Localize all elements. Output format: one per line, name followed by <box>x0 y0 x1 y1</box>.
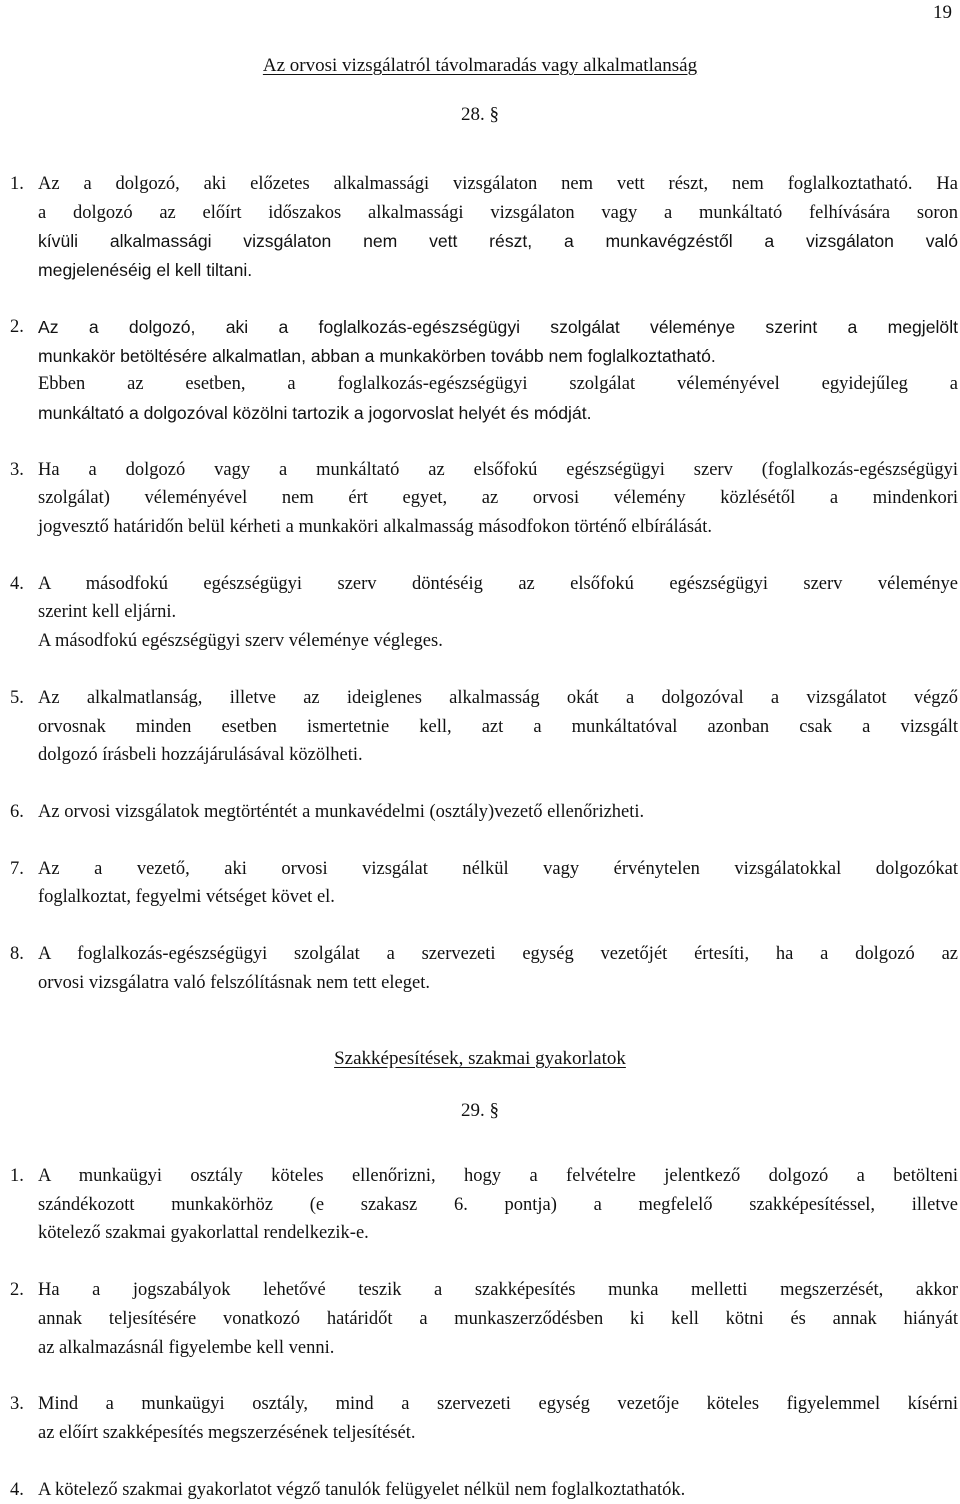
item-line: A másodfokú egészségügyi szerv döntéséig az elsőfokú egészségügyi szerv véleménye <box>38 573 958 594</box>
item-line: annak teljesítésére vonatkozó határidőt a munkaszerződésben ki kell kötni és annak hiányát <box>38 1308 958 1329</box>
item-line: Ha a jogszabályok lehetővé teszik a szakképesítés munka melletti megszerzését, akkor <box>38 1280 958 1301</box>
section-28-number: 28. § <box>461 104 499 125</box>
section28-item-2 <box>0 313 958 428</box>
item-line: A munkaügyi osztály köteles ellenőrizni, hogy a felvételre jelentkező dolgozó a betölteni <box>38 1166 958 1186</box>
section-29-items <box>0 1162 958 1504</box>
item-number: 5. <box>10 687 24 708</box>
section28-item-6 <box>0 798 958 827</box>
item-number: 6. <box>10 801 24 822</box>
section28-item-1 <box>0 170 958 285</box>
section-28-heading: Az orvosi vizsgálatról távolmaradás vagy alkalmatlanság <box>262 55 698 76</box>
item-number: 1. <box>10 1166 24 1186</box>
section-28 <box>0 55 960 126</box>
section-29 <box>0 1048 960 1122</box>
section29-item-1 <box>0 1162 958 1248</box>
section-29-heading: Szakképesítések, szakmai gyakorlatok <box>334 1048 626 1069</box>
item-line: megjelenéséig el kell tiltani. <box>38 260 253 281</box>
section29-item-4 <box>0 1476 958 1504</box>
section29-item-2 <box>0 1276 958 1362</box>
item-line: A kötelező szakmai gyakorlatot végző tanulók felügyelet nélkül nem foglalkoztathatók. <box>38 1479 686 1500</box>
section28-item-8 <box>0 940 958 997</box>
item-line: szolgálat) véleményével nem ért egyet, az orvosi vélemény közlésétől a mindenkori <box>38 488 958 509</box>
section28-item-5 <box>0 684 958 770</box>
item-line: Az a dolgozó, aki előzetes alkalmassági vizsgálaton nem vett részt, nem foglalkoztatható. Ha <box>38 174 958 194</box>
item-line: foglalkoztat, fegyelmi vétséget követ el. <box>38 887 335 908</box>
item-line: Az a dolgozó, aki a foglalkozás-egészségügyi szolgálat véleménye szerint a megjelölt <box>38 316 958 337</box>
section29-item-3 <box>0 1390 958 1447</box>
item-line: Az orvosi vizsgálatok megtörténtét a munkavédelmi (osztály)vezető ellenőrizheti. <box>38 801 645 822</box>
section28-item-3 <box>0 456 958 542</box>
item-line: A foglalkozás-egészségügyi szolgálat a szervezeti egység vezetőjét értesíti, ha a dolgozó az <box>38 944 958 965</box>
item-line: Ha a dolgozó vagy a munkáltató az elsőfokú egészségügyi szerv (foglalkozás-egészségügyi <box>38 459 958 480</box>
item-line: Az alkalmatlanság, illetve az ideiglenes alkalmasság okát a dolgozóval a vizsgálatot végző <box>38 687 958 708</box>
item-line: jogvesztő határidőn belül kérheti a munkaköri alkalmasság másodfokon történő elbírálását. <box>38 517 713 538</box>
page-number: 19 <box>933 2 952 23</box>
section28-item-7 <box>0 855 958 912</box>
item-number: 4. <box>10 1479 24 1500</box>
section28-item-4 <box>0 570 958 656</box>
item-number: 4. <box>10 573 24 594</box>
item-line: kívüli alkalmassági vizsgálaton nem vett részt, a munkavégzéstől a vizsgálaton való <box>38 231 958 252</box>
item-number: 2. <box>10 316 24 337</box>
item-line: munkakör betöltésére alkalmatlan, abban a munkakörben tovább nem foglalkoztatható. <box>38 345 716 366</box>
item-line: orvosi vizsgálatra való felszólításnak nem tett eleget. <box>38 972 430 993</box>
item-line: az alkalmazásnál figyelembe kell venni. <box>38 1337 335 1358</box>
item-number: 7. <box>10 858 24 879</box>
item-number: 1. <box>10 174 24 194</box>
item-line: Mind a munkaügyi osztály, mind a szervezeti egység vezetője köteles figyelemmel kísérni <box>38 1394 958 1415</box>
item-line: kötelező szakmai gyakorlattal rendelkezik-e. <box>38 1223 369 1244</box>
item-line: Az a vezető, aki orvosi vizsgálat nélkül vagy érvénytelen vizsgálatokkal dolgozókat <box>38 858 958 879</box>
item-line: szerint kell eljárni. <box>38 602 177 623</box>
section-29-number: 29. § <box>461 1100 499 1121</box>
item-line: A másodfokú egészségügyi szerv véleménye végleges. <box>38 631 443 652</box>
item-number: 3. <box>10 1394 24 1415</box>
item-line: az előírt szakképesítés megszerzésének teljesítését. <box>38 1422 416 1443</box>
item-line: munkáltató a dolgozóval közölni tartozik a jogorvoslat helyét és módját. <box>38 402 592 423</box>
item-number: 2. <box>10 1280 24 1301</box>
section-28-items <box>0 170 958 997</box>
item-line: Ebben az esetben, a foglalkozás-egészségügyi szolgálat véleményével egyidejűleg a <box>38 374 958 395</box>
item-line: orvosnak minden esetben ismertetnie kell, azt a munkáltatóval azonban csak a vizsgált <box>38 716 958 737</box>
item-line: a dolgozó az előírt időszakos alkalmassági vizsgálaton vagy a munkáltató felhívására soron <box>38 202 958 223</box>
item-line: dolgozó írásbeli hozzájárulásával közölheti. <box>38 745 363 766</box>
item-number: 8. <box>10 944 24 965</box>
item-number: 3. <box>10 459 24 480</box>
item-line: szándékozott munkakörhöz (e szakasz 6. pontja) a megfelelő szakképesítéssel, illetve <box>38 1194 958 1215</box>
